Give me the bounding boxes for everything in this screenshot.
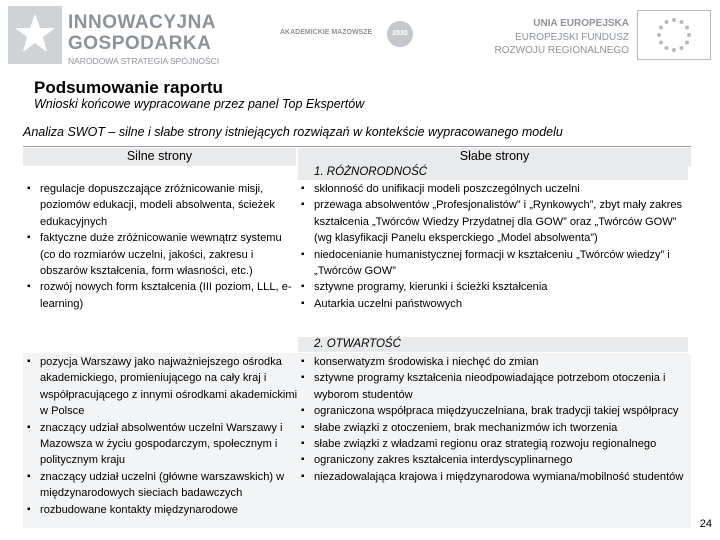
list-item: ▪ niezadowalająca krajowa i międzynarodowa wymiana/mobilność studentów [298, 469, 691, 485]
list-item: ▪ sztywne programy, kierunki i ścieżki kształcenia [298, 279, 691, 295]
list-item: ▪ sztywne programy kształcenia nieodpowiadające potrzebom otoczenia i wyborom studentów [298, 370, 691, 403]
list-item: ▪ konserwatyzm środowiska i niechęć do zmian [298, 354, 691, 370]
logo-right-line3: ROZWOJU REGIONALNEGO [494, 45, 629, 56]
swot-title: Analiza SWOT – silne i słabe strony istniejących rozwiązań w kontekście wypracowanego modelu [23, 125, 563, 139]
page-subtitle: Wnioski końcowe wypracowane przez panel Top Ekspertów [34, 97, 365, 111]
list-item: ▪ słabe związki z otoczeniem, brak mechanizmów ich tworzenia [298, 420, 691, 436]
weaknesses-list-openness [298, 354, 691, 485]
akademickie-mazowsze-logo [276, 20, 416, 48]
section-header-diversity [298, 165, 688, 180]
logo-star-icon [8, 6, 62, 64]
list-item: ▪ rozwój nowych form kształcenia (III poziom, LLL, e-learning) [24, 279, 292, 312]
logo-right-line2: EUROPEJSKI FUNDUSZ [515, 32, 629, 43]
eu-star-icon [672, 18, 676, 22]
logo-accent-box [8, 6, 62, 64]
weaknesses-column-header: Słabe strony [298, 148, 691, 166]
header [0, 0, 720, 76]
eu-star-icon [672, 48, 676, 52]
logo-right-line1: UNIA EUROPEJSKA [533, 18, 629, 29]
section-title: 1. RÓŻNORODNOŚĆ [314, 166, 428, 178]
list-item: ▪ ograniczony zakres kształcenia interdyscyplinarnego [298, 452, 691, 468]
page-number: 24 [699, 518, 712, 530]
list-item: ▪ skłonność do unifikacji modeli poszczególnych uczelni [298, 181, 691, 197]
eu-star-icon [687, 33, 691, 37]
eu-flag-icon [637, 10, 711, 60]
list-item: ▪ regulacje dopuszczające zróżnicowanie misji, poziomów edukacji, modeli absolwenta, ścieżek edukacyjnych [24, 181, 292, 230]
eu-star-icon [685, 41, 689, 45]
eu-star-icon [659, 41, 663, 45]
list-item: ▪ znaczący udział uczelni (główne warszawskich) w międzynarodowych sieciach badawczych [24, 469, 299, 502]
list-item: ▪ ograniczona współpraca międzyuczelniana, brak tradycji takiej współpracy [298, 403, 691, 419]
eu-star-icon [657, 33, 661, 37]
weaknesses-list-diversity [298, 181, 691, 312]
list-item: ▪ przewaga absolwentów „Profesjonalistów” i „Rynkowych”, zbyt mały zakres kształcenia „Twórców Wiedzy Przydatnej dla GOW” oraz „Twórców GOW” (wg klasyfikacji Panelu eksperckiego „Model absolwenta”) [298, 197, 691, 246]
eu-star-icon [659, 26, 663, 30]
eu-star-icon [680, 46, 684, 50]
eu-star-icon [680, 20, 684, 24]
section-header-openness [298, 337, 688, 352]
strengths-column-header: Silne strony [23, 148, 296, 166]
eu-star-icon [665, 46, 669, 50]
list-item: ▪ faktyczne duże zróżnicowanie wewnątrz systemu (co do rozmiarów uczelni, jakości, zakresu i obszarów kształcenia, form własności, etc.) [24, 230, 292, 279]
section-title: 2. OTWARTOŚĆ [314, 338, 401, 350]
innowacyjna-gospodarka-logo [8, 6, 218, 70]
eu-star-icon [685, 26, 689, 30]
page-title: Podsumowanie raportu [34, 78, 223, 97]
list-item: ▪ rozbudowane kontakty międzynarodowe [24, 502, 299, 518]
strengths-list-openness [24, 354, 299, 518]
list-item: ▪ pozycja Warszawy jako najważniejszego ośrodka akademickiego, promieniującego na cały kraj i współpracującego z innymi ośrodkami akademickimi w Polsce [24, 354, 299, 420]
logo-left-line2: GOSPODARKA [68, 33, 212, 54]
list-item: ▪ niedocenianie humanistycznej formacji w kształceniu „Twórców wiedzy” i „Twórców GOW” [298, 247, 691, 280]
eu-star-icon [665, 20, 669, 24]
list-item: ▪ Autarkia uczelni państwowych [298, 296, 691, 312]
strengths-list-diversity [24, 181, 292, 312]
logo-mid-badge: 2030 [392, 30, 408, 37]
logo-left-line1: INNOWACYJNA [68, 12, 217, 33]
eu-logo [494, 8, 713, 64]
list-item: ▪ znaczący udział absolwentów uczelni Warszawy i Mazowsza w życiu gospodarczym, społecznym i politycznym kraju [24, 420, 299, 469]
list-item: ▪ słabe związki z władzami regionu oraz strategią rozwoju regionalnego [298, 436, 691, 452]
logo-left-line3: NARODOWA STRATEGIA SPÓJNOŚCI [68, 56, 220, 66]
divider-top [23, 146, 691, 147]
logo-mid-text: AKADEMICKIE MAZOWSZE [280, 29, 373, 36]
